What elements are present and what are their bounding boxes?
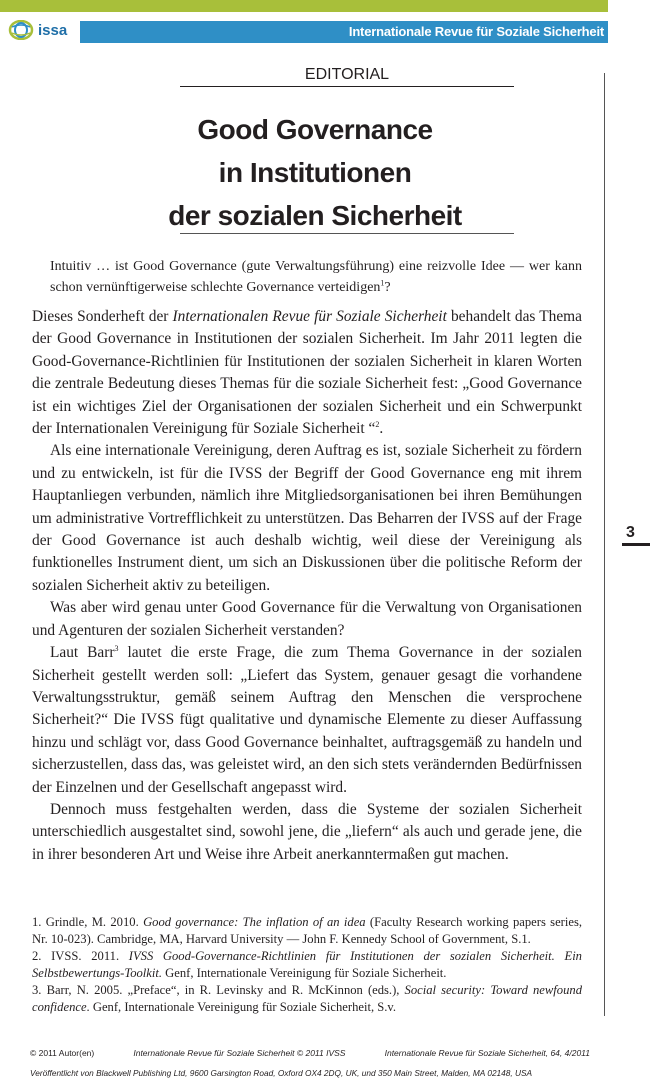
footer-issue: Internationale Revue für Soziale Sicherheit, 64, 4/2011: [384, 1048, 590, 1058]
paragraph: Dieses Sonderheft der Internationalen Revue für Soziale Sicherheit behandelt das Thema der Good Governance in Institutionen der sozialen Sicherheit. Im Jahr 2011 legten die Good-Governance-Richtlinien für Institutionen der sozialen Sicherheit in klaren Worten die zentrale Bedeutung dieses Themas für die soziale Sicherheit fest: „Good Governance ist ein wichtiges Ziel der Organisationen der sozialen Sicherheit und ein Schwerpunkt der Internationalen Vereinigung für Soziale Sicherheit “$^2$.: [32, 308, 582, 438]
title-line-3: der sozialen Sicherheit: [168, 200, 462, 231]
title-line-1: Good Governance: [197, 114, 433, 145]
paragraph: Was aber wird genau unter Good Governance für die Verwaltung von Organisationen und Agenturen der sozialen Sicherheit verstanden?: [32, 599, 582, 639]
footnote-marker: 3: [114, 643, 119, 653]
footnotes: [32, 914, 582, 1016]
page-number-rule: [622, 543, 650, 546]
journal-title-banner: Internationale Revue für Soziale Sicherheit: [80, 21, 608, 43]
footnote-1: 1. Grindle, M. 2010. Good governance: The inflation of an idea (Faculty Research working papers series, Nr. 10-023). Cambridge, MA, Harvard University — John F. Kennedy School of Government, S.1.: [32, 915, 583, 946]
title-divider: [180, 233, 514, 234]
paragraph: Dennoch muss festgehalten werden, dass die Systeme der sozialen Sicherheit unterschiedlich ausgestaltet sind, sowohl jene, die „liefern“ als auch und gerade jene, die in ihrer besonderen Art und Weise ihre Arbeit anerkanntermaßen gut machen.: [32, 800, 582, 863]
article-title: [100, 108, 530, 237]
globe-icon: [8, 20, 34, 40]
footnote-2: 2. IVSS. 2011. IVSS Good-Governance-Richtlinien für Institutionen der sozialen Sicherheit. Ein Selbstbewertungs-Toolkit. Genf, Internationale Vereinigung für Soziale Sicherheit.: [32, 949, 582, 980]
page-number: 3: [626, 524, 635, 541]
paragraph: Als eine internationale Vereinigung, deren Auftrag es ist, soziale Sicherheit zu fördern und zu entwickeln, ist für die IVSS der Begriff der Good Governance eng mit ihrem Hauptanliegen verbunden, nämlich ihre Mitgliedsorganisationen bei ihren Bemühungen um administrative Vortrefflichkeit zu unterstützen. Das Beharren der IVSS auf der Frage der Good Governance ist auch deshalb wichtig, weil diese der Vereinigung als funktionelles Instrument dient, um sich an Diskussionen über die politische Reform der sozialen Sicherheit aktiv zu beteiligen.: [32, 442, 582, 594]
footer-publisher: Veröffentlicht von Blackwell Publishing Ltd, 9600 Garsington Road, Oxford OX4 2DQ, UK, und 350 Main Street, Malden, MA 02148, USA: [30, 1068, 533, 1078]
article-body: [32, 306, 582, 866]
footnote-marker: 2: [375, 419, 380, 429]
top-color-bar: [0, 0, 608, 12]
margin-rule: [604, 73, 605, 1016]
footer-copyright: © 2011 Autor(en): [30, 1048, 95, 1058]
footer-journal-copyright: Internationale Revue für Soziale Sicherheit © 2011 IVSS: [133, 1048, 346, 1058]
footer-info: [30, 1048, 590, 1058]
paragraph: Laut Barr$^3$ lautet die erste Frage, die zum Thema Governance in der sozialen Sicherheit gestellt werden soll: „Liefert das System, genauer gesagt die vorhandene Verwaltungsstruktur, gemäß seinem Auftrag den Menschen die versprochene Sicherheit?“ Die IVSS fügt qualitative und dynamische Elemente zu dieser Auffassung hinzu und schlägt vor, dass Good Governance beinhaltet, auftragsgemäß zu handeln und sicherzustellen, dass das, was geleistet wird, an den sich stets verändernden Bedürfnissen der Einzelnen und der Gesellschaft angepasst wird.: [32, 643, 582, 796]
issa-logo: [8, 20, 67, 40]
footnote-3: 3. Barr, N. 2005. „Preface“, in R. Levinsky and R. McKinnon (eds.), Social security: Toward newfound confidence. Genf, Internationale Vereinigung für Soziale Sicherheit, S.v.: [32, 983, 582, 1014]
epigraph: Intuitiv … ist Good Governance (gute Verwaltungsführung) eine reizvolle Idee — wer kann schon vernünftigerweise schlechte Governance verteidigen$^1$?: [50, 259, 582, 295]
logo-text: issa: [38, 21, 68, 39]
section-label: EDITORIAL: [180, 66, 514, 87]
footnote-marker: 1: [380, 278, 385, 288]
title-line-2: in Institutionen: [218, 157, 412, 188]
